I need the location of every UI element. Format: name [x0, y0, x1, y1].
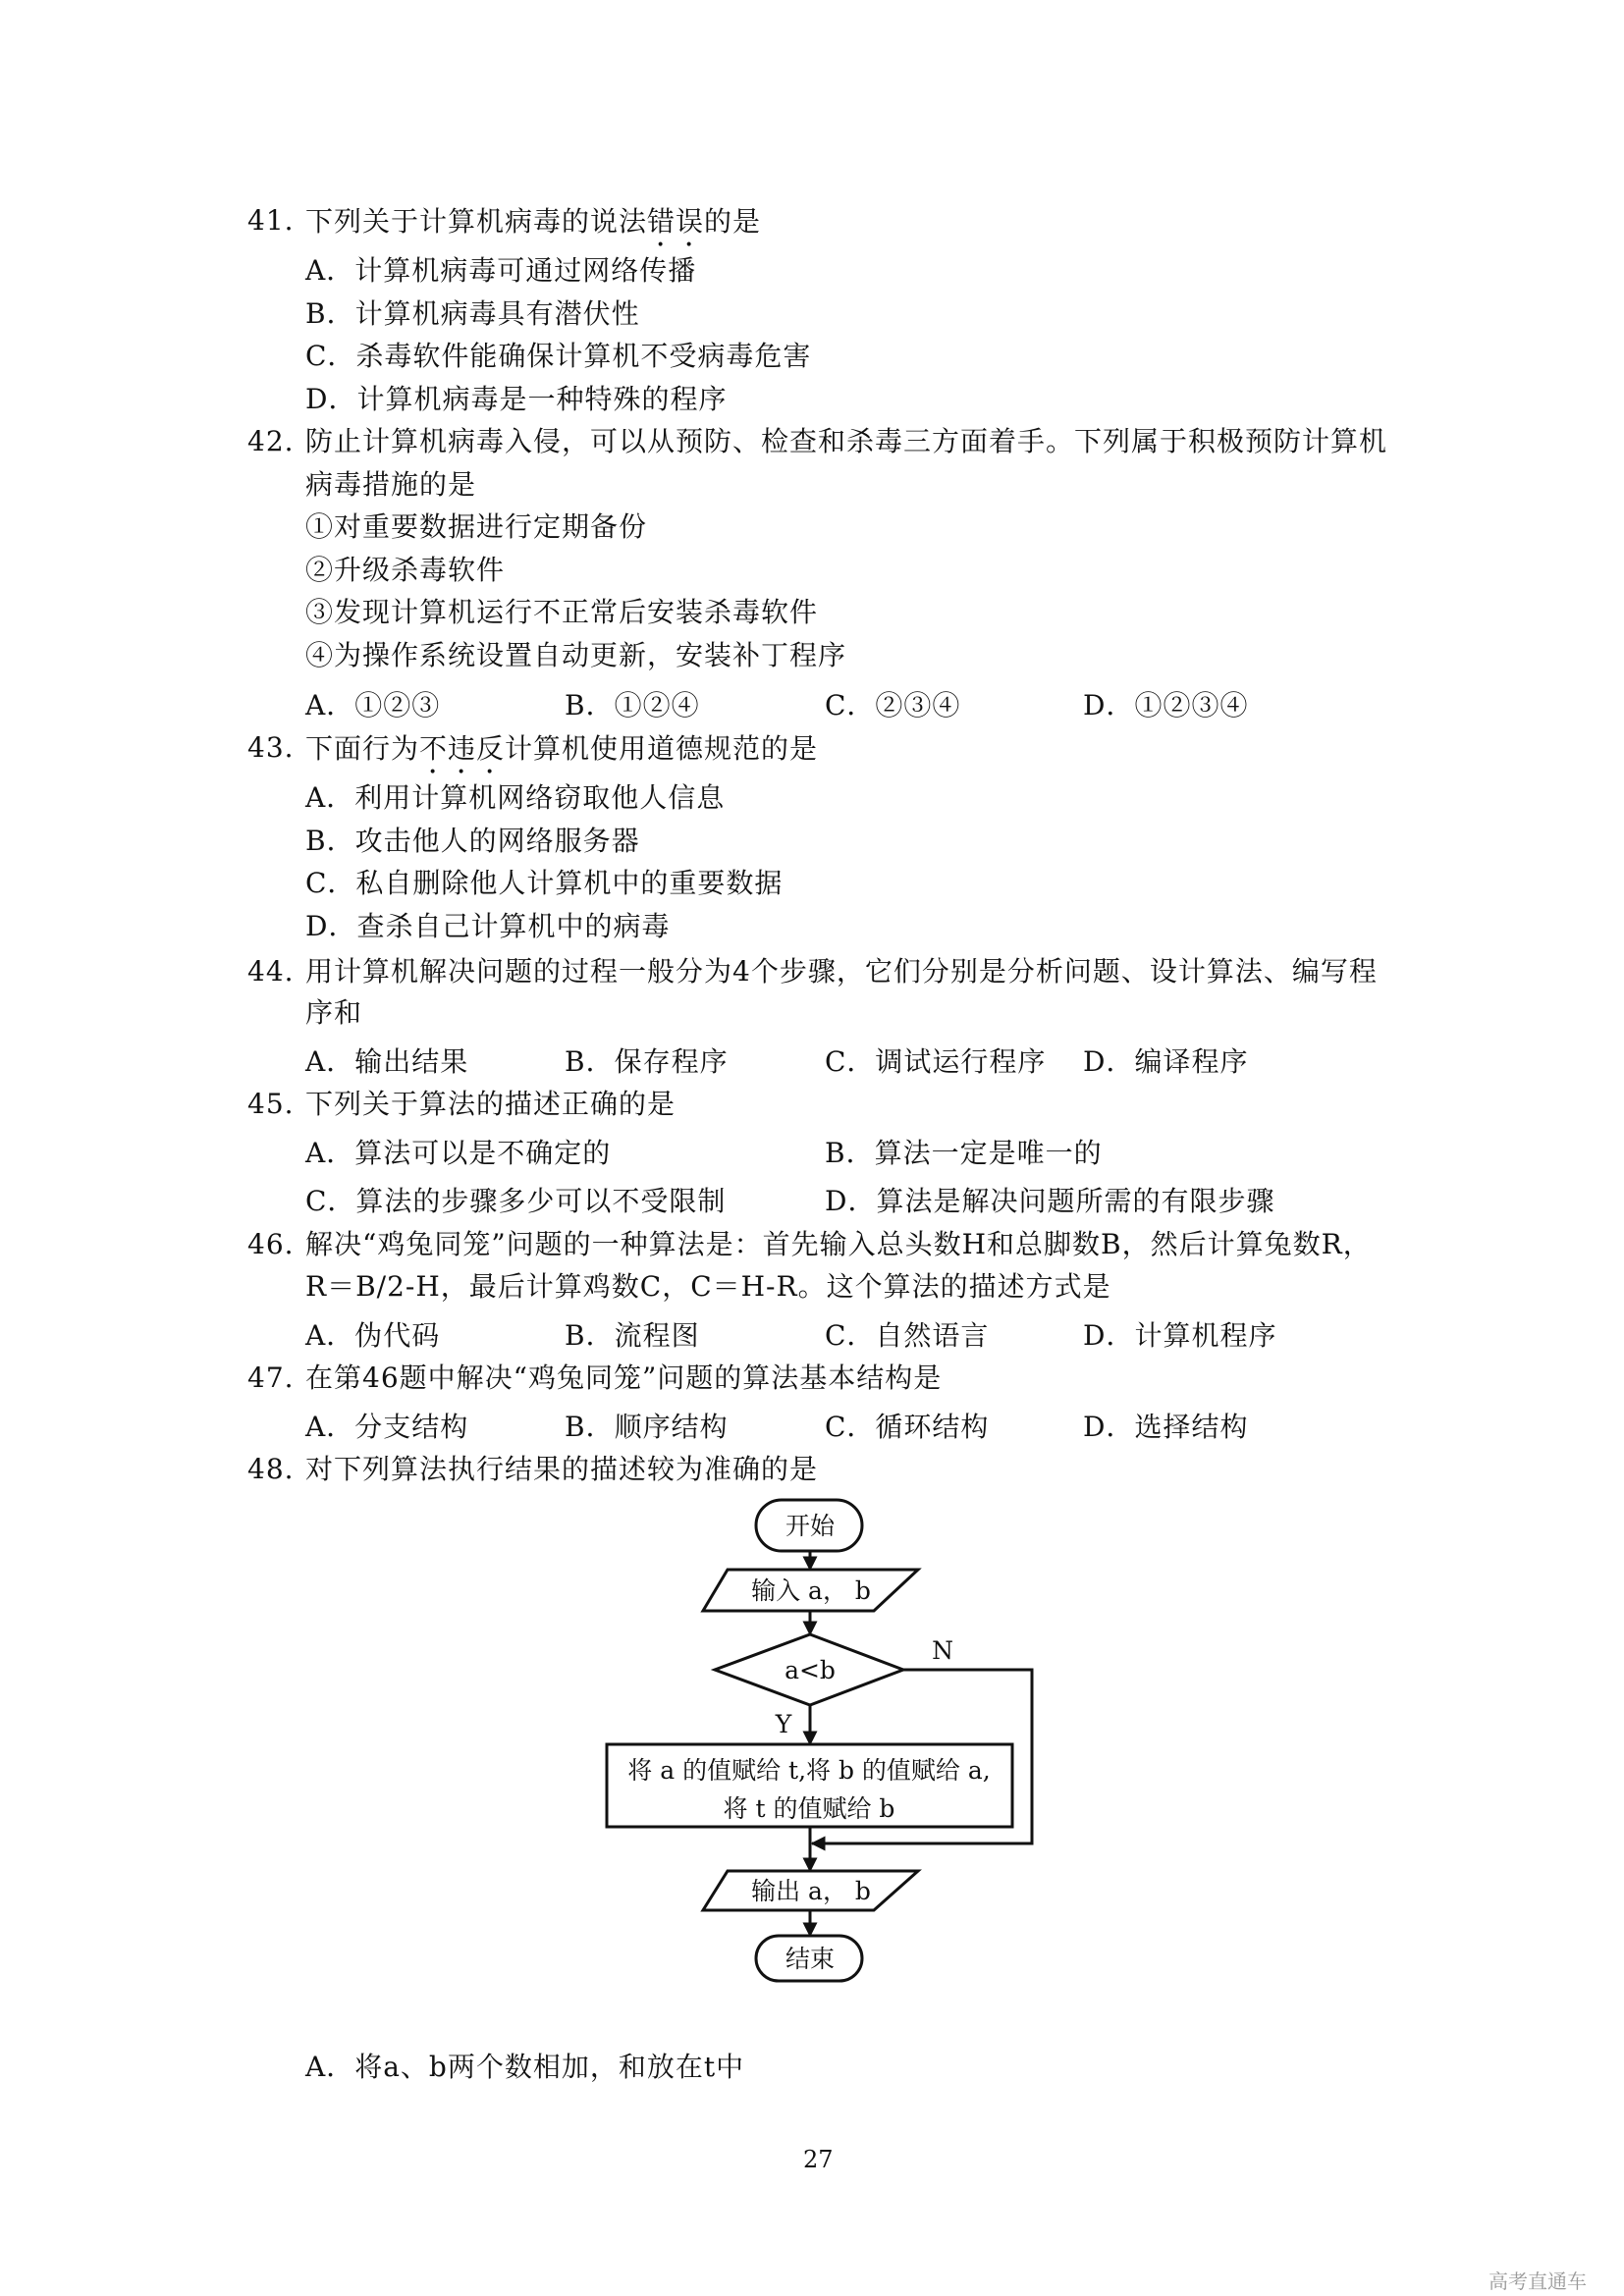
q44-option-b: B．保存程序: [565, 1045, 729, 1078]
q41-emphasis: 错误: [647, 205, 705, 238]
q42-item-4: ④为操作系统设置自动更新，安装补丁程序: [305, 639, 847, 671]
flow-end-label: 结束: [785, 1945, 836, 1973]
q46-option-d: D．计算机程序: [1083, 1319, 1277, 1352]
q42-item-3: ③发现计算机运行不正常后安装杀毒软件: [305, 596, 819, 628]
q42-option-d: D．①②③④: [1083, 689, 1249, 721]
q45-option-d: D．算法是解决问题所需的有限步骤: [825, 1185, 1275, 1217]
flowchart: [589, 1482, 1080, 2002]
q41-option-b: B．计算机病毒具有潜伏性: [305, 297, 640, 330]
q43-stem: [305, 732, 818, 780]
q47-stem: 在第46题中解决“鸡兔同笼”问题的算法基本结构是: [305, 1362, 943, 1394]
q43-option-d: D．查杀自己计算机中的病毒: [305, 910, 671, 942]
q41-option-a: A．计算机病毒可通过网络传播: [305, 254, 697, 287]
q41-number: 41.: [247, 204, 295, 237]
q48-number: 48.: [247, 1453, 295, 1485]
q42-stem-line2: 病毒措施的是: [305, 468, 477, 501]
q46-option-c: C．自然语言: [825, 1319, 990, 1352]
flow-process-line2: 将 t 的值赋给 b: [723, 1794, 895, 1823]
q42-item-2: ②升级杀毒软件: [305, 554, 506, 586]
q43-number: 43.: [247, 731, 295, 764]
q45-number: 45.: [247, 1088, 295, 1120]
q43-option-b: B．攻击他人的网络服务器: [305, 825, 640, 857]
q47-option-c: C．循环结构: [825, 1411, 990, 1443]
page-number: 27: [803, 2146, 834, 2173]
q43-stem-pre: 下面行为: [305, 732, 420, 765]
q41-stem-post: 的是: [704, 205, 762, 238]
flow-condition-label: a<b: [785, 1656, 836, 1684]
q42-option-c: C．②③④: [825, 689, 961, 721]
q41-option-c: C．杀毒软件能确保计算机不受病毒危害: [305, 340, 812, 372]
q41-stem: [305, 205, 761, 253]
q44-number: 44.: [247, 955, 295, 988]
flow-no-label: N: [932, 1636, 953, 1665]
q44-stem-line2: 序和: [305, 996, 363, 1029]
q42-option-a: A．①②③: [305, 689, 441, 721]
q46-stem-line1: 解决“鸡兔同笼”问题的一种算法是：首先输入总头数H和总脚数B，然后计算兔数R，: [305, 1228, 1372, 1260]
flow-input-label: 输入 a， b: [751, 1576, 871, 1605]
q41-option-d: D．计算机病毒是一种特殊的程序: [305, 383, 728, 415]
q42-item-1: ①对重要数据进行定期备份: [305, 510, 648, 543]
q45-stem: 下列关于算法的描述正确的是: [305, 1088, 677, 1120]
q43-option-a: A．利用计算机网络窃取他人信息: [305, 781, 726, 814]
q47-option-d: D．选择结构: [1083, 1411, 1249, 1443]
q44-option-a: A．输出结果: [305, 1045, 469, 1078]
q42-stem-line1: 防止计算机病毒入侵，可以从预防、检查和杀毒三方面着手。下列属于积极预防计算机: [305, 425, 1388, 457]
q43-option-c: C．私自删除他人计算机中的重要数据: [305, 867, 784, 899]
q46-number: 46.: [247, 1228, 295, 1260]
q42-number: 42.: [247, 425, 295, 457]
q41-stem-pre: 下列关于计算机病毒的说法: [305, 205, 648, 238]
q46-stem-line2: R＝B/2-H，最后计算鸡数C，C＝H-R。这个算法的描述方式是: [305, 1270, 1111, 1303]
q44-option-c: C．调试运行程序: [825, 1045, 1047, 1078]
q45-option-c: C．算法的步骤多少可以不受限制: [305, 1185, 727, 1217]
q47-number: 47.: [247, 1362, 295, 1394]
q44-stem-line1: 用计算机解决问题的过程一般分为4个步骤，它们分别是分析问题、设计算法、编写程: [305, 955, 1378, 988]
q46-option-b: B．流程图: [565, 1319, 700, 1352]
q45-option-a: A．算法可以是不确定的: [305, 1137, 612, 1169]
q48-option-a: A．将a、b两个数相加，和放在t中: [305, 2051, 745, 2083]
q47-option-b: B．顺序结构: [565, 1411, 729, 1443]
q42-option-b: B．①②④: [565, 689, 700, 721]
flow-output-label: 输出 a， b: [751, 1877, 871, 1905]
watermark: 高考直通车: [1489, 2269, 1587, 2293]
flow-process-line1: 将 a 的值赋给 t,将 b 的值赋给 a,: [627, 1756, 991, 1785]
q43-stem-post: 计算机使用道德规范的是: [505, 732, 819, 765]
q43-emphasis: 不违反: [419, 732, 506, 765]
q46-option-a: A．伪代码: [305, 1319, 441, 1352]
q45-option-b: B．算法一定是唯一的: [825, 1137, 1103, 1169]
q48-stem: 对下列算法执行结果的描述较为准确的是: [305, 1453, 819, 1485]
q44-option-d: D．编译程序: [1083, 1045, 1249, 1078]
q47-option-a: A．分支结构: [305, 1411, 469, 1443]
flow-start-label: 开始: [785, 1512, 836, 1540]
flow-yes-label: Y: [775, 1710, 792, 1738]
